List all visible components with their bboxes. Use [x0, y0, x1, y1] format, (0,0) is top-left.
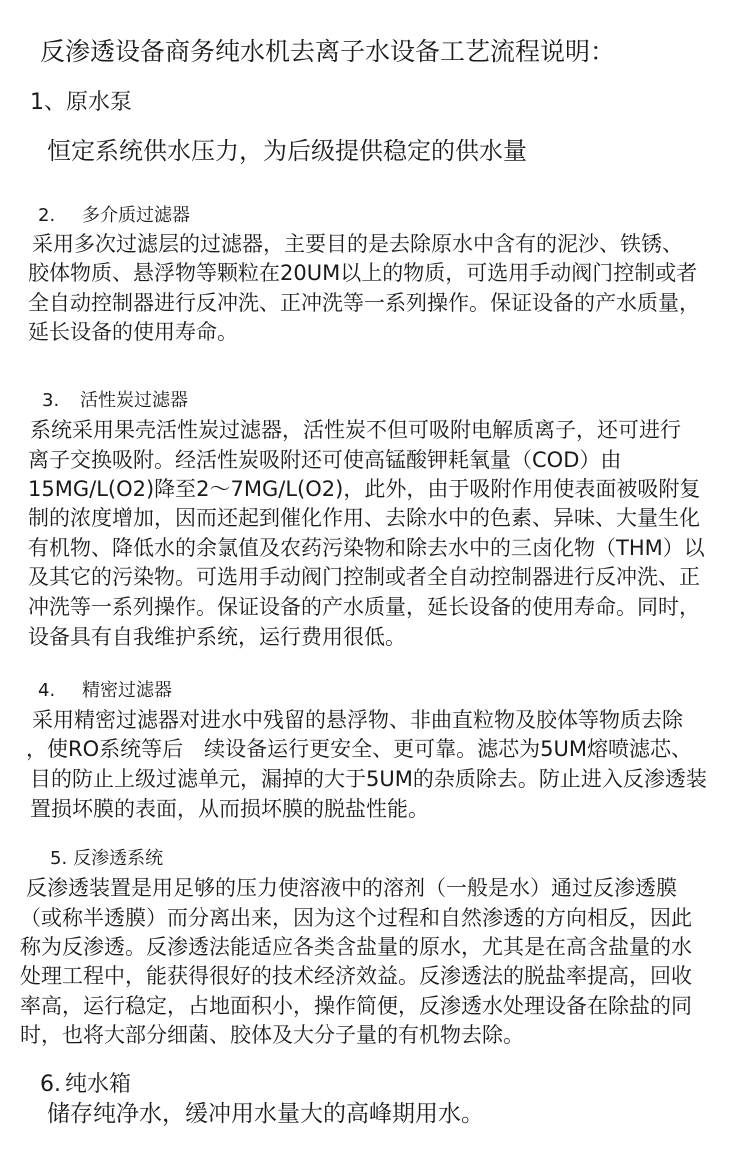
section-3-line: 及其它的污染物。可选用手动阀门控制或者全自动控制器进行反冲洗、正 [28, 565, 700, 589]
section-title: 活性炭过滤器 [80, 390, 188, 411]
section-1-heading [30, 92, 132, 114]
section-4-line: ，使RO系统等后 续设备运行更安全、更可靠。滤芯为5UM熔喷滤芯、 [26, 737, 692, 761]
section-5-line: 时，也将大部分细菌、胶体及大分子量的有机物去除。 [20, 1023, 524, 1047]
section-2-line: 胶体物质、悬浮物等颗粒在20UM以上的物质，可选用手动阀门控制或者 [28, 261, 698, 285]
section-title: 原水泵 [66, 90, 133, 115]
section-1-text: 恒定系统供水压力，为后级提供稳定的供水量 [47, 137, 527, 165]
section-5-line: 反渗透装置是用足够的压力使溶液中的溶剂（一般是水）通过反渗透膜 [26, 876, 677, 900]
section-3-heading [42, 392, 188, 410]
section-4-line: 目的防止上级过滤单元，漏掉的大于5UM的杂质除去。防止进入反渗透装 [30, 767, 707, 791]
section-2-line: 延长设备的使用寿命。 [28, 320, 238, 344]
section-number: 3. [42, 390, 60, 411]
section-title: 精密过滤器 [82, 680, 172, 701]
section-2-line: 采用多次过滤层的过滤器，主要目的是去除原水中含有的泥沙、铁锈、 [32, 232, 683, 256]
section-4-line: 置损坏膜的表面，从而损坏膜的脱盐性能。 [30, 797, 429, 821]
section-3-line: 设备具有自我维护系统，运行费用很低。 [28, 625, 406, 649]
section-number: 1、 [30, 90, 66, 115]
section-number: 4. [38, 680, 56, 701]
section-3-line: 有机物、降低水的余氯值及农药污染物和除去水中的三卤化物（THM）以 [28, 536, 705, 560]
section-4-heading [38, 682, 172, 700]
section-number: 5. [50, 848, 68, 869]
section-6-text: 储存纯净水，缓冲用水量大的高峰期用水。 [47, 1101, 484, 1127]
section-5-line: 处理工程中，能获得很好的技术经济效益。反渗透法的脱盐率提高，回收 [20, 964, 692, 988]
document-title: 反渗透设备商务纯水机去离子水设备工艺流程说明： [40, 37, 616, 66]
section-title: 多介质过滤器 [82, 205, 190, 226]
section-4-line: 采用精密过滤器对进水中残留的悬浮物、非曲直粒物及胶体等物质去除 [32, 708, 683, 732]
section-6-heading [40, 1074, 131, 1096]
section-title: 反渗透系统 [73, 848, 164, 869]
section-3-line: 15MG/L(O2)降至2～7MG/L(O2)，此外，由于吸附作用使表面被吸附复 [28, 477, 701, 501]
section-title: 纯水箱 [65, 1072, 132, 1097]
section-3-line: 离子交换吸附。经活性炭吸附还可使高锰酸钾耗氧量（COD）由 [28, 448, 622, 472]
section-number: 2. [38, 205, 56, 226]
section-5-line: 率高，运行稳定，占地面积小，操作简便，反渗透水处理设备在除盐的同 [20, 994, 692, 1018]
section-3-line: 系统采用果壳活性炭过滤器，活性炭不但可吸附电解质离子，还可进行 [30, 418, 681, 442]
section-2-line: 全自动控制器进行反冲洗、正冲洗等一系列操作。保证设备的产水质量， [28, 291, 700, 315]
section-5-heading [50, 850, 163, 868]
section-number: 6. [40, 1072, 61, 1097]
section-3-line: 冲洗等一系列操作。保证设备的产水质量，延长设备的使用寿命。同时， [28, 595, 700, 619]
section-5-line: （或称半透膜）而分离出来，因为这个过程和自然渗透的方向相反，因此 [20, 906, 692, 930]
section-5-line: 称为反渗透。反渗透法能适应各类含盐量的原水，尤其是在高含盐量的水 [20, 935, 692, 959]
section-3-line: 制的浓度增加，因而还起到催化作用、去除水中的色素、异味、大量生化 [28, 506, 700, 530]
section-2-heading [38, 207, 190, 225]
